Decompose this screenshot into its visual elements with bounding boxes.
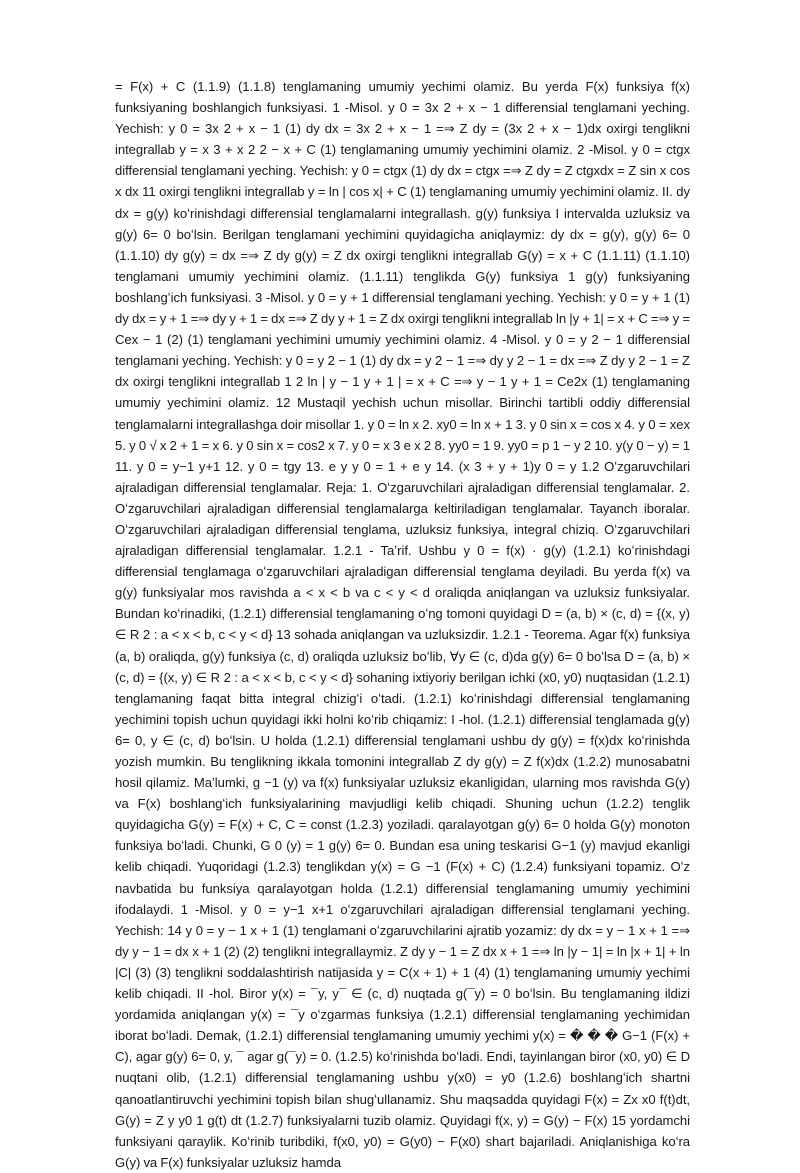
body-text: = F(x) + C (1.1.9) (1.1.8) tenglamaning umumiy yechimi olamiz. Bu yerda F(x) funksiya f(x) funksiyaning boshlangich funksiyasi. 1 -Misol. y 0 = 3x 2 + x − 1 differensial tenglamani yeching. Yechish: y 0 = 3x 2 + x − 1 (1) dy dx = 3x 2 + x − 1 =⇒ Z dy = (3x 2 + x − 1)dx oxirgi tenglikni integrallab y = x 3 + x 2 2 − x + C (1) tenglamaning umumiy yechimini olamiz. 2 -Misol. y 0 = ctgx differensial tenglamani yeching. Yechish: y 0 = ctgx (1) dy dx = ctgx =⇒ Z dy = Z ctgxdx = Z sin x cos x dx 11 oxirgi tenglikni integrallab y = ln | cos x| + C (1) tenglamaning umumiy yechimini olamiz. II. dy dx = g(y) koʻrinishdagi differensial tenglamalarni integrallash. g(y) funksiya I intervalda uzluksiz va g(y) 6= 0 boʻlsin. Berilgan tenglamani yechimini quyidagicha aniqlaymiz: dy dx = g(y), g(y) 6= 0 (1.1.10) dy g(y) = dx =⇒ Z dy g(y) = Z dx oxirgi tenglikni integrallab G(y) = x + C (1.1.11) (1.1.10) tenglamani umumiy yechimini olamiz. (1.1.11) tenglikda G(y) funksiya 1 g(y) funksiyaning boshlangʻich funksiyasi. 3 -Misol. y 0 = y + 1 differensial tenglamani yeching. Yechish: y 0 = y + 1 (1) dy dx = y + 1 =⇒ dy y + 1 = dx =⇒ Z dy y + 1 = Z dx oxirgi tenglikni integrallab ln |y + 1| = x + C =⇒ y = Cex − 1 (2) (1) tenglamani yechimini umumiy yechimini olamiz. 4 -Misol. y 0 = y 2 − 1 differensial tenglamani yeching. Yechish: y 0 = y 2 − 1 (1) dy dx = y 2 − 1 =⇒ dy y 2 − 1 = dx =⇒ Z dy y 2 − 1 = Z dx oxirgi tenglikni integrallab 1 2 ln | y − 1 y + 1 | = x + C =⇒ y − 1 y + 1 = Ce2x (1) tenglamaning umumiy yechimini olamiz. 12 Mustaqil yechish uchun misollar. Birinchi tartibli oddiy differensial tenglamalarni integrallashga doir misollar 1. y 0 = ln x 2. xy0 = ln x + 1 3. y 0 sin x = cos x 4. y 0 = xex 5. y 0 √ x 2 + 1 = x 6. y 0 sin x = cos2 x 7. y 0 = x 3 e x 2 8. yy0 = 1 9. yy0 = p 1 − y 2 10. y(y 0 − y) = 1 11. y 0 = y−1 y+1 12. y 0 = tgy 13. e y y 0 = 1 + e y 14. (x 3 + y + 1)y 0 = y 1.2 Oʻzgaruvchilari ajraladigan differensial tenglamalar. Reja: 1. Oʻzgaruvchilari ajraladigan differensial tenglamalar. 2. Oʻzgaruvchilari ajraladigan differensial tenglamalarga keltiriladigan tenglamalar. Tayanch iboralar. Oʻzgaruvchilari ajraladigan differensial tenglama, uzluksiz funksiya, integral chiziq. Oʻzgaruvchilari ajraladigan differensial tenglamalar. 1.2.1 - Taʼrif. Ushbu y 0 = f(x) · g(y) (1.2.1) koʻrinishdagi differensial tenglamaga oʻzgaruvchilari ajraladigan differensial tenglama deyiladi. Bu yerda f(x) va g(y) funksiyalar mos ravishda a < x < b va c < y < d oraliqda aniqlangan va uzluksiz funksiyalar. Bundan koʻrinadiki, (1.2.1) differensial tenglamaning oʻng tomoni quyidagi D = (a, b) × (c, d) = {(x, y) ∈ R 2 : a < x < b, c < y < d} 13 sohada aniqlangan va uzluksizdir. 1.2.1 - Teorema. Agar f(x) funksiya (a, b) oraliqda, g(y) funksiya (c, d) oraliqda uzluksiz boʻlib, ∀y ∈ (c, d)da g(y) 6= 0 boʻlsa D = (a, b) × (c, d) = {(x, y) ∈ R 2 : a < x < b, c < y < d} sohaning ixtiyoriy berilgan ichki (x0, y0) nuqtasidan (1.2.1) tenglamaning faqat bitta integral chizigʻi oʻtadi. (1.2.1) koʻrinishdagi differensial tenglamaning yechimini topish uchun quyidagi ikki holni koʻrib chiqamiz: I -hol. (1.2.1) differensial tenglamada g(y) 6= 0, y ∈ (c, d) boʻlsin. U holda (1.2.1) differensial tenglamani ushbu dy g(y) = f(x)dx koʻrinishda yozish mumkin. Bu tenglikning ikkala tomonini integrallab Z dy g(y) = Z f(x)dx (1.2.2) munosabatni hosil qilamiz. Maʼlumki, g −1 (y) va f(x) funksiyalar uzluksiz ekanligidan, ularning mos ravishda G(y) va F(x) boshlangʻich funksiyalarining mavjudligi kelib chiqadi. Shuning uchun (1.2.2) tenglik quyidagicha G(y) = F(x) + C, C = const (1.2.3) yoziladi. qaralayotgan g(y) 6= 0 holda G(y) monoton funksiya boʻladi. Chunki, G 0 (y) = 1 g(y) 6= 0. Bundan esa uning teskarisi G−1 (y) mavjud ekanligi kelib chiqadi. Yuqoridagi (1.2.3) tenglikdan y(x) = G −1 (F(x) + C) (1.2.4) funksiyani topamiz. Oʻz navbatida bu funksiya qaralayotgan holda (1.2.1) differensial tenglamaning umumiy yechimini ifodalaydi. 1 -Misol. y 0 = y−1 x+1 oʻzgaruvchilari ajraladigan differensial tenglamani yeching. Yechish: 14 y 0 = y − 1 x + 1 (1) tenglamani oʻzgaruvchilarini ajratib yozamiz: dy dx = y − 1 x + 1 =⇒ dy y − 1 = dx x + 1 (2) (2) tenglikni integrallaymiz. Z dy y − 1 = Z dx x + 1 =⇒ ln |y − 1| = ln |x + 1| + ln |C| (3) (3) tenglikni soddalashtirish natijasida y = C(x + 1) + 1 (4) (1) tenglamaning umumiy yechimi kelib chiqadi. II -hol. Biror y(x) = ¯y, y¯ ∈ (c, d) nuqtada g(¯y) = 0 boʻlsin. Bu tenglamaning ildizi yordamida aniqlangan y(x) = ¯y oʻzgarmas funksiya (1.2.1) differensial tenglamaning yechimidan iborat boʻladi. Demak, (1.2.1) differensial tenglamaning umumiy yechimi y(x) = � � � G−1 (F(x) + C), agar g(y) 6= 0, y, ¯ agar g(¯y) = 0. (1.2.5) koʻrinishda boʻladi. Endi, tayinlangan biror (x0, y0) ∈ D nuqtani olib, (1.2.1) differensial tenglamaning ushbu y(x0) = y0 (1.2.6) boshlangʻich shartni qanoatlantiruvchi yechimini topish bilan shugʻullanamiz. Shu maqsadda quyidagi F(x) = Zx x0 f(t)dt, G(y) = Z y y0 1 g(t) dt (1.2.7) funksiyalarni tuzib olamiz. Quyidagi f(x, y) = G(y) − F(x) 15 yordamchi funksiyani qaraylik. Koʻrinib turibdiki, f(x0, y0) = G(y0) − F(x0) shart bajariladi. Aniqlanishiga koʻra G(y) va F(x) funksiyalar uzluksiz hamda [115, 79, 690, 1170]
